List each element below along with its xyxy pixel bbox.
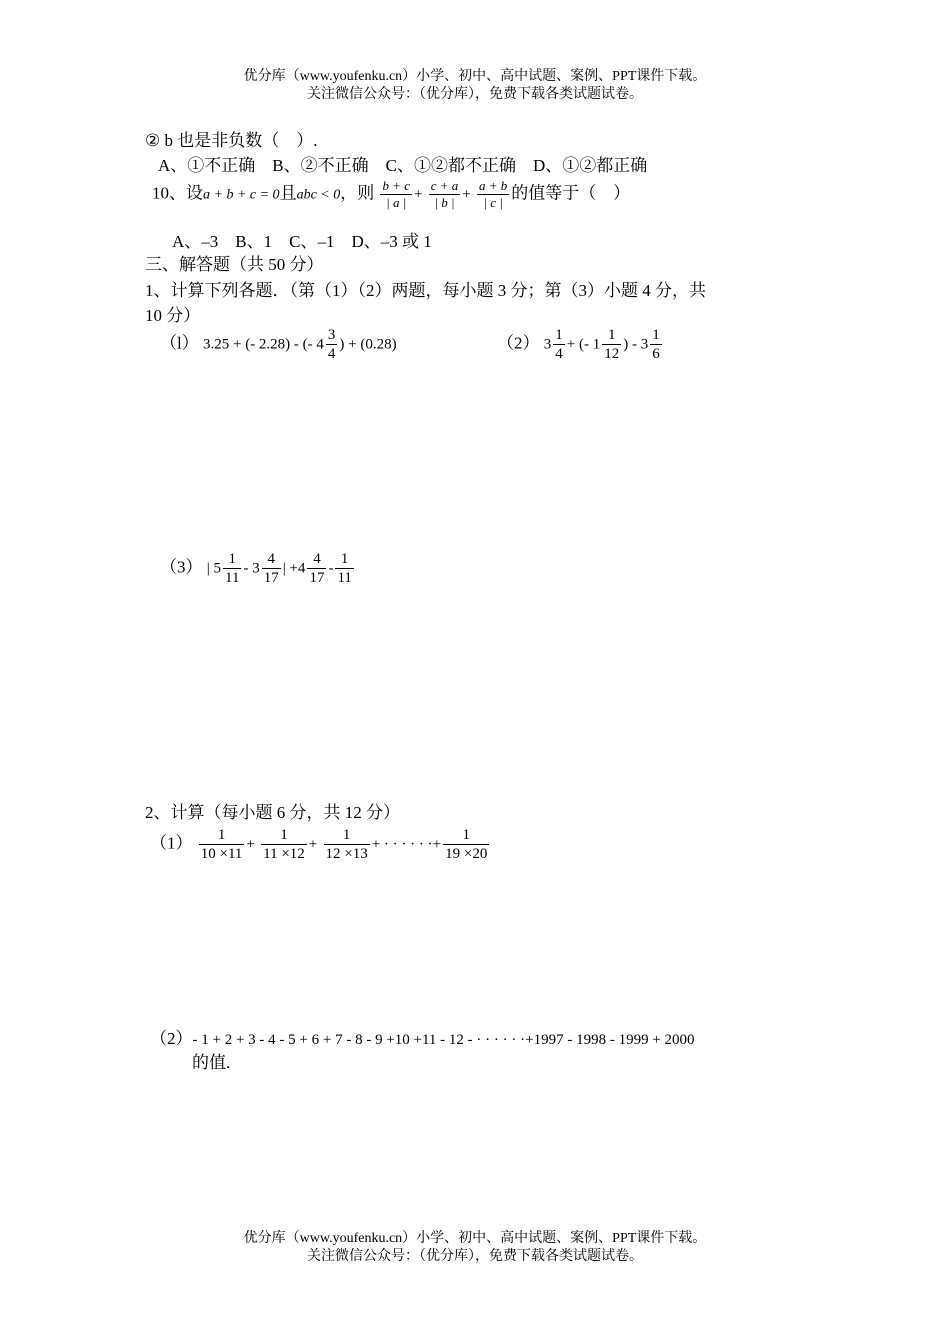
q1p1-label: （l） — [160, 333, 199, 353]
footer-line-1: 优分库（www.youfenku.cn）小学、初中、高中试题、案例、PPT课件下载。 — [243, 1231, 707, 1246]
header-line-1: 优分库（www.youfenku.cn）小学、初中、高中试题、案例、PPT课件下载。 — [243, 69, 707, 84]
q1p3-expr-d: - — [328, 560, 334, 577]
q2p1-fraction-3: $\frac{1}{12 \times 13}$ — [325, 827, 368, 862]
page-header — [0, 68, 950, 104]
q1-instruction-line-1: 1、计算下列各题．（第（1）（2）两题，每小题 3 分；第（3）小题 4 分，共 — [145, 281, 706, 300]
q2p1-fraction-1: $\frac{1}{10 \times 11}$ — [200, 827, 243, 862]
q1p3-expr-a: | 5 — [206, 560, 222, 577]
q1p2-fraction-2: $\frac{1}{12}$ — [604, 327, 620, 362]
q1p3-fraction-1: $\frac{1}{11}$ — [225, 551, 240, 586]
q10-fraction-3: $\frac{a + b}{| c |}$ — [479, 178, 508, 210]
plus-sign: + — [246, 836, 255, 853]
q10-fraction-1: $\frac{b + c}{| a |}$ — [382, 178, 411, 210]
q1-part-1 — [160, 326, 397, 363]
q2-title: 2、计算（每小题 6 分，共 12 分） — [145, 803, 400, 822]
q2p1-ellipsis: + · · · · · ·+ — [371, 836, 442, 853]
plus-sign: + — [462, 186, 471, 203]
q10-then: ，则 — [340, 183, 375, 203]
footer-line-2: 关注微信公众号：（优分库），免费下载各类试题试卷。 — [307, 1249, 643, 1264]
q2p2-tail: 的值. — [192, 1053, 231, 1072]
q1p3-label: （3） — [160, 557, 203, 577]
q1p3-fraction-4: $\frac{1}{11}$ — [337, 551, 352, 586]
plus-sign: + — [414, 186, 423, 203]
q10-and: 且 — [279, 183, 297, 203]
q10-condition-sum: a + b + c = 0 — [203, 187, 280, 203]
q1p2-expr-a: 3 — [543, 336, 552, 353]
q2p2-label: （2） — [150, 1029, 193, 1048]
page-footer — [0, 1230, 950, 1266]
q2p1-fraction-4: $\frac{1}{19 \times 20}$ — [445, 827, 488, 862]
q1p1-fraction: $\frac{3}{4}$ — [327, 327, 336, 362]
q1p1-expr-b: ) + (0.28) — [339, 336, 397, 353]
q9-statement-2: ② b 也是非负数（ ）. — [145, 131, 318, 150]
q10-prefix: 10、设 — [152, 183, 203, 203]
q2-part-1 — [150, 826, 491, 863]
q10-condition-product: abc < 0 — [296, 187, 341, 203]
q9-options: A、①不正确 B、②不正确 C、①②都不正确 D、①②都正确 — [158, 156, 648, 175]
q1-part-3 — [160, 550, 356, 587]
q1p3-expr-b: - 3 — [243, 560, 260, 577]
q10-options: A、–3 B、1 C、–1 D、–3 或 1 — [172, 232, 432, 251]
q2p1-label: （1） — [150, 833, 193, 853]
q1-instruction-line-2: 10 分） — [145, 306, 201, 325]
q1p2-label: （2） — [497, 333, 540, 353]
q1-part-2 — [497, 326, 664, 363]
plus-sign: + — [308, 836, 318, 853]
q1p2-expr-b: + (- 1 — [566, 336, 601, 353]
q1p2-fraction-3: $\frac{1}{6}$ — [652, 327, 660, 362]
header-line-2: 关注微信公众号：（优分库），免费下载各类试题试卷。 — [307, 87, 643, 102]
q1p2-fraction-1: $\frac{1}{4}$ — [555, 327, 563, 362]
q1p3-fraction-3: $\frac{4}{17}$ — [309, 551, 325, 586]
q10-suffix: 的值等于（ ） — [511, 183, 631, 203]
q1p3-expr-c: | +4 — [282, 560, 306, 577]
q1p1-expr-a: 3.25 + (- 2.28) - (- 4 — [202, 336, 324, 353]
q10-fraction-2: $\frac{c + a}{| b |}$ — [430, 178, 459, 210]
section-3-title: 三、解答题（共 50 分） — [145, 255, 324, 274]
q2p1-fraction-2: $\frac{1}{11 \times 12}$ — [263, 827, 305, 862]
q2-part-2 — [150, 1024, 695, 1049]
question-10 — [152, 178, 630, 211]
q2p2-expression: - 1 + 2 + 3 - 4 - 5 + 6 + 7 - 8 - 9 +10 +11 - 12 - · · · · · ·+1997 - 1998 - 1999 + 2000 — [192, 1032, 695, 1048]
q1p2-expr-c: ) - 3 — [623, 336, 649, 353]
q1p3-fraction-2: $\frac{4}{17}$ — [263, 551, 279, 586]
